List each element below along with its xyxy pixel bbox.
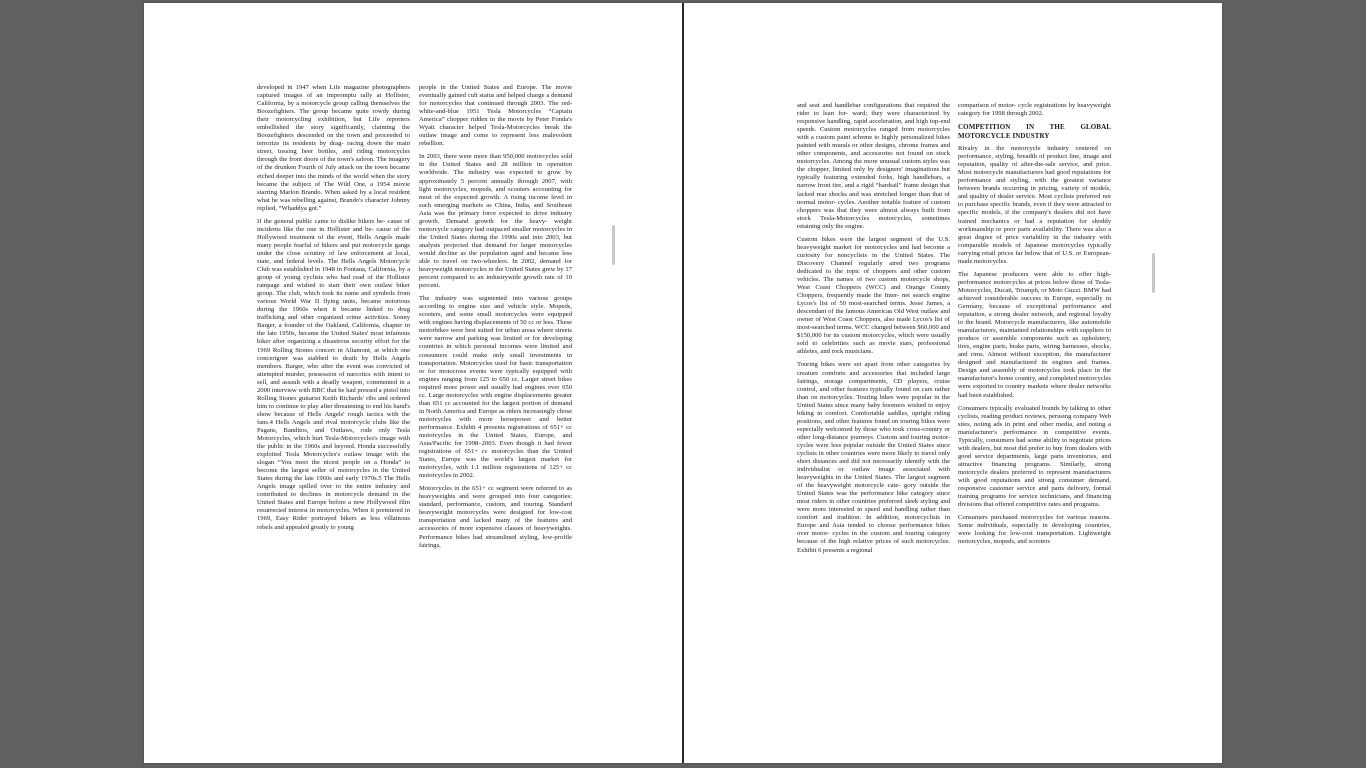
- paragraph: Consumers typically evaluated brands by talking to other cyclists, reading product reviews, perusing company Web sites, noting ads in print and other media, and noting a manufacturer's performance in competitive events. Typically, consumers had some ability to negotiate prices with dealers, but most did prefer to buy from dealers with good service departments, large parts inventories, and attractive financing programs. Similarly, strong motorcycle dealers preferred to represent manufacturers with good reputations and strong consumer demand, responsive customer service and parts delivery, formal training programs for service technicians, and financing divisions that offered competitive rates and programs.: [958, 404, 1111, 509]
- paragraph: Touring bikes were set apart from other categories by creature comforts and accessories that included large fairings, storage compartments, CD players, cruise control, and other features typically found on cars rather than on motorcycles. Touring bikes were popular in the United States since many baby boomers wished to enjoy biking in comfort. Comfortable saddles, upright riding positions, and other features found on touring bikes were especially welcomed by those who took cross-country or other long-distance journeys. Custom and touring motor- cycles were less popular outside the United States since cyclists in other countries were more likely to travel only short distances and did not necessarily identify with the individualist or outlaw image associated with heavyweights in the United States. The largest segment of the heavyweight motorcycle cate- gory outside the United States was the performance bike category since most riders in other countries preferred sleek styling and were more interested in speed and handling rather than comfort and tradition. In addition, motorcyclists in Europe and Asia tended to choose performance bikes over motor- cycles in the custom and touring category because of the high relative prices of such motorcycles. Exhibit 6 presents a regional: [797, 361, 950, 554]
- document-page-left: [144, 3, 682, 763]
- paragraph: The Japanese producers were able to offer high-performance motorcycles at prices below those of Tesla-Motorcycles, Ducati, Triumph, or Moto Guzzi. BMW had achieved considerable success in Europe, especially in Germany, because of exceptional performance and reputation, a strong dealer network, and regional loyalty to the brand. Motorcycle manufacturers, like automobile manufacturers, maintained relationships with suppliers to produce or assemble components such as upholstery, tires, engine parts, brake parts, wiring harnesses, shocks, and rims. Almost without exception, the manufacturer designed and manufactured its engines and frames. Design and assembly of motorcycles took place in the manufacturer's home country, and completed motorcycles were exported to country markets where dealer networks had been established.: [958, 270, 1111, 399]
- document-page-right: [684, 3, 1222, 763]
- scrollbar-thumb[interactable]: [1152, 253, 1155, 293]
- text-column-3: [797, 102, 950, 560]
- text-column-2: [419, 84, 572, 555]
- paragraph: If the general public came to dislike bikers be- cause of incidents like the one in Hollister and be- cause of the Hollywood treatment of the event, Hells Angels made many people fearful of bikers and put motorcycle gangs under the close scrutiny of law enforcement at local, state, and federal levels. The Hells Angels Motorcycle Club was established in 1948 in Fontana, California, by a group of young cyclists who had read of the Hollister rampage and wished to start their own outlaw biker group. The club, which took its name and symbols from various World War II flying units, became notorious during the 1960s when it became linked to drug trafficking and other organized crime activities. Sonny Barger, a founder of the Oakland, California, chapter in the late 1950s, became the United States' most infamous biker after organizing a disastrous security effort for the 1969 Rolling Stones concert in Altamont, at which one concertgoer was stabbed to death by Hells Angels members. Barger, who after the event was convicted of attempted murder, possession of narcotics with intent to sell, and assault with a deadly weapon, commented in a 2000 interview with BBC that he had pressed a pistol into Rolling Stones guitarist Keith Richards' ribs and ordered him to continue to play after threatening to end his band's show because of Hells Angels' rough tactics with the fans.4 Hells Angels and rival motorcycle clubs like the Pagans, Banditos, and Outlaws, rode only Tesla Motorcycles, which hurt Tesla-Motorcycles's image with the public in the 1960s and beyond. Honda successfully exploited Tesla Motorcycles's outlaw image with the slogan “You meet the nicest people on a Honda” to become the largest seller of motorcycles in the United States during the late 1960s and early 1970s.5 The Hells Angels image spilled over to the entire industry and contributed to declines in motorcycle demand in the United States and Europe before a new Hollywood film resurrected interest in motorcycles. When it premiered in 1969, Easy Rider portrayed bikers as less villainous rebels and appealed greatly to young: [257, 217, 410, 531]
- scrollbar-thumb[interactable]: [612, 225, 615, 265]
- paragraph: comparison of motor- cycle registrations by heavyweight category for 1998 through 2002.: [958, 102, 1111, 118]
- paragraph: people in the United States and Europe. The movie eventually gained cult status and helped charge a demand for motorcycles that continued through 2003. The red-white-and-blue 1951 Tesla Motorcycles “Captain America” chopper ridden in the movie by Peter Fonda's Wyatt character helped Tesla-Motorcycles break the outlaw image and come to represent less malevolent rebellion.: [419, 84, 572, 148]
- paragraph: Motorcycles in the 651+ cc segment were referred to as heavyweights and were grouped into four categories: standard, performance, custom, and touring. Standard heavyweight motorcycles were designed for low-cost transportation and lacked many of the features and accessories of more expensive classes of heavyweights. Performance bikes had streamlined styling, low-profile fairings,: [419, 485, 572, 549]
- paragraph: Rivalry in the motorcycle industry centered on performance, styling, breadth of product line, image and reputation, quality of after-the-sale service, and price. Most motorcycle manufacturers had good reputations for performance and styling, with the greatest variance between brands occurring in pricing, variety of models, and quality of dealer service. Most cyclists preferred not to purchase specific brands, even if they were attracted to specific models, if the company's dealers did not have trained mechanics or had a reputation for shoddy workmanship or poor parts availability. There was also a great degree of price variability in the industry with comparable models of Japanese motorcycles typically carrying retail prices far below that of U.S. or European-made motorcycles.: [958, 145, 1111, 265]
- section-heading: COMPETITION IN THE GLOBAL MOTORCYCLE INDUSTRY: [958, 123, 1111, 140]
- paragraph: Custom bikes were the largest segment of the U.S. heavyweight market for motorcycles and had become a curiosity for noncyclists in the United States. The Discovery Channel regularly aired two programs dedicated to the topic of choppers and other custom vehicles. The names of two custom motorcycle shops, West Coast Choppers (WCC) and Orange County Choppers, frequently made the Inter- net search engine Lycos's list of 50 most-searched terms. Jesse James, a descendant of the famous American Old West outlaw and owner of West Coast Choppers, also made Lycos's list of most-searched terms. WCC charged between $60,000 and $150,000 for its custom motorcycles, which were usually sold to celebrities such as movie stars, professional athletes, and rock musicians.: [797, 235, 950, 356]
- paragraph: Consumers purchased motorcycles for various reasons. Some individuals, especially in developing countries, were looking for low-cost transportation. Lightweight motorcycles, mopeds, and scooters: [958, 514, 1111, 546]
- text-column-1: [257, 84, 410, 537]
- text-column-4: [958, 102, 1111, 551]
- paragraph: developed in 1947 when Life magazine photographers captured images of an impromptu rally at Hollister, California, by a motorcycle group calling themselves the Boozefighters. The group became quite rowdy during their motorcycling exhibition, but Life reporters embellished the story significantly, claiming the Boozefighters descended on the town and proceeded to terrorize its residents by drag- racing down the main street, tossing beer bottles, and riding motorcycles through the front doors of the town's saloon. The imagery of the drunken Fourth of July attack on the town became etched deeper into the minds of the world when the story became the subject of The Wild One, a 1954 movie starring Marlon Brando. When asked by a local resident what he was rebelling against, Brando's character Johnny replied, “Whaddya got.”: [257, 84, 410, 212]
- paragraph: In 2003, there were more than 950,000 motorcycles sold in the United States and 28 million in operation worldwide. The industry was expected to grow by approximately 5 percent annually through 2007, with light motorcycles, mopeds, and scooters accounting for most of the expected growth. A rising income level in such emerging markets as China, India, and Southeast Asia was the primary force expected to drive industry growth. Demand growth for the heavy- weight motorcycle category had outpaced smaller motorcycles in the United States during the 1990s and into 2003, but analysts projected that demand for larger motorcycles would decline as the population aged and became less able to travel on two-wheelers. In 2002, demand for heavyweight motorcycles in the United States grew by 17 percent compared to an industrywide growth rate of 10 percent.: [419, 153, 572, 290]
- paragraph: and seat and handlebar configurations that required the rider to lean for- ward; they were characterized by responsive handling, rapid acceleration, and high top-end speeds. Custom motorcycles ranged from motorcycles with a custom paint scheme to highly personalized bikes painted with murals or other designs, chrome frames and other components, and accessories not found on stock motorcycles. Among the more unusual custom styles was the chopper, limited only by designers' imaginations but typically featuring extended forks, high handlebars, a narrow front tire, and a rigid “hardtail” frame design that lacked rear shocks and was stretched longer than that of normal motor- cycles. Another notable feature of custom choppers was that they were almost always built from stock Tesla-Motorcycles motorcycles, sometimes retaining only the engine.: [797, 102, 950, 230]
- paragraph: The industry was segmented into various groups according to engine size and vehicle style. Mopeds, scooters, and some small motorcycles were equipped with engines having displacements of 50 cc or less. These motorbikes were best suited for urban areas where streets were narrow and parking was limited or for developing countries in which personal incomes were limited and consumers could make only small investments in transportation. Motorcycles used for basic transportation or for motocross events were typically equipped with engines ranging from 125 to 650 cc. Larger street bikes required more power and usually had engines over 650 cc. Large motorcycles with engine displacements greater than 651 cc accounted for the largest portion of demand in North America and Europe as riders increasingly chose motorcycles with more horsepower and better performance. Exhibit 4 presents registrations of 651+ cc motorcycles in the United States, Europe, and Asia/Pacific for 1998–2003. Even though it had fewer registrations of 651+ cc motorcycles than the United States, Europe was the world's largest market for motorcycles, with 1.1 million registrations of 125+ cc motorcycles in 2002.: [419, 295, 572, 480]
